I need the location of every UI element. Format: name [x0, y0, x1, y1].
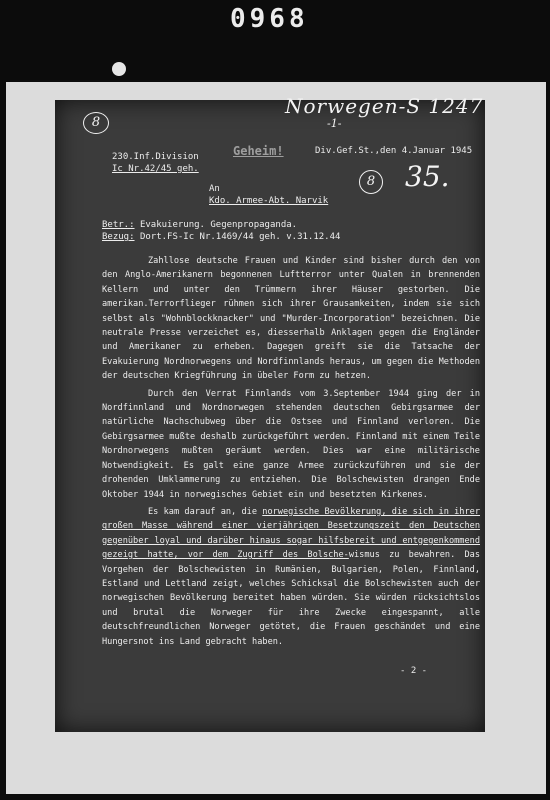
paragraph-3	[102, 505, 480, 649]
circled-number-right: 8	[359, 170, 383, 194]
letter-body	[102, 254, 480, 649]
paragraph-2: Durch den Verrat Finnlands vom 3.September 1944 ging der in Nordfinnland und Nordnorwegen stehenden deutschen Gebirgsarmee der natürliche Nachschubweg über die Ostsee und Finnland verloren. Die Gebirgsarmee mußte deshalb zurückgeführt werden. Finnland mit einem Teile Nordnorwegens mußten geräumt werden. Dies war eine militärische Notwendigkeit. Es galt eine ganze Armee zurückzuführen und sie der drohenden Umklammerung zu entziehen. Die Bolschewisten drangen Ende Oktober 1944 in norwegisches Gebiet ein und besetzten Kirkenes.	[102, 388, 480, 500]
paragraph-3-end: wismus zu bewahren. Das Vorgehen der Bolschewisten in Rumänien, Bulgarien, Polen, Finnland, Estland und Lettland zeigt, welches Schicksal die Bolschewisten auch der norwegischen Bevölkerung bereitet haben würden. Sie würden rücksichtslos und brutal die Norweger für ihre Zwecke eingespannt, alle deutschfreundlichen Norweger getötet, die Frauen geschändet und eine Hungersnot ins Land gebracht haben.	[102, 550, 480, 647]
handwritten-sub-number: -1-	[327, 117, 342, 130]
handwritten-reference: Norwegen-S 1247	[285, 94, 484, 118]
recipient-prefix: An	[209, 184, 220, 194]
unit-designation: 230.Inf.Division	[112, 152, 199, 162]
file-number: Ic Nr.42/45 geh.	[112, 164, 199, 174]
film-frame-number: 0968	[230, 4, 309, 34]
circled-number-top-left: 8	[83, 112, 109, 134]
subject-line	[102, 220, 297, 231]
paragraph-1: Zahllose deutsche Frauen und Kinder sind bisher durch den von den Anglo-Amerikanern begonnenen Luftterror unter Qualen in brennenden Kellern und unter den Trümmern ihrer Häuser gestorben. Die amerikan.Terrorflieger rühmen sich ihrer Grausamkeiten, indem sie sich selbst als "Wohnblockknacker" und "Murder-Incorporation" bezeichnen. Die neutrale Presse verzeichet es, diesserhalb Anklagen gegen die Engländer und Amerikaner zu erheben. Dagegen greift sie die Tatsache der Evakuierung Nordnorwegens und Nordfinnlands heraus, um gegen die Methoden der deutschen Kriegführung in übeler Form zu hetzen.	[102, 256, 480, 382]
reference-line	[102, 232, 340, 243]
reference-text: Dort.FS-Ic Nr.1469/44 geh. v.31.12.44	[139, 232, 341, 242]
subject-label: Betr.:	[102, 220, 135, 230]
recipient-name: Kdo. Armee-Abt. Narvik	[209, 196, 329, 206]
subject-text: Evakuierung. Gegenpropaganda.	[139, 220, 298, 230]
paragraph-3-start: Es kam darauf an, die	[148, 506, 263, 517]
location-date: Div.Gef.St.,den 4.Januar 1945	[315, 146, 473, 156]
reference-label: Bezug:	[102, 232, 135, 242]
paragraph-3-underlined: norwegische Bevölkerung, die sich in ihrer großen Masse während einer vierjährigen Besetzungszeit den Deutschen gegenüber loyal und darüber hinaus sogar hilfsbereit und entgegenkommend gezeigt hatte, vor dem Zugriff des Bolsche-	[102, 506, 480, 561]
handwritten-page-number: 35.	[405, 160, 450, 193]
document-page	[55, 94, 485, 732]
page-continuation-marker: - 2 -	[400, 666, 428, 676]
film-punch-hole	[112, 62, 126, 76]
secret-stamp: Geheim!	[233, 144, 284, 158]
